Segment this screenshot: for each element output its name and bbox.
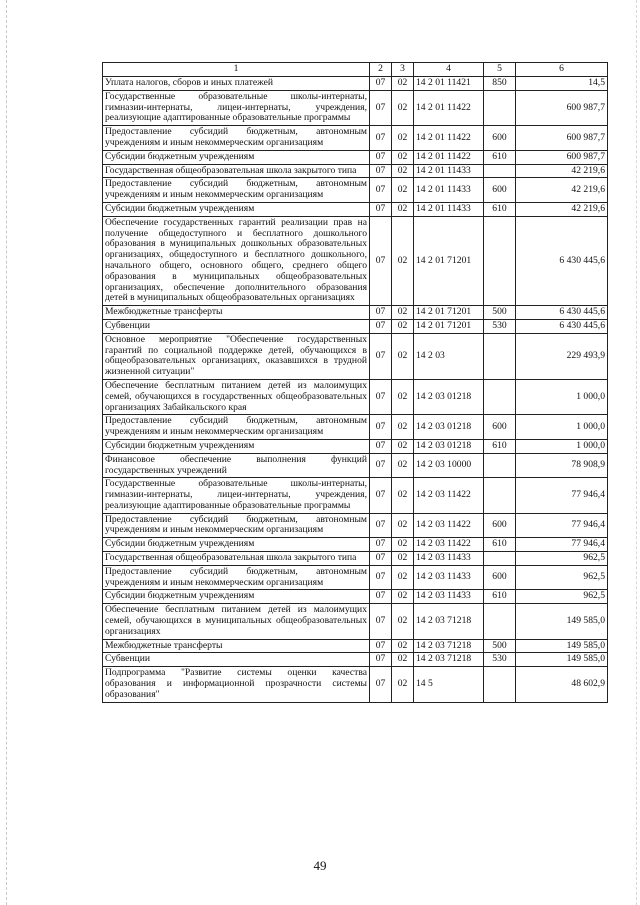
table-row — [103, 150, 608, 164]
section-code-cell: 07 — [370, 513, 392, 538]
target-article-cell: 14 2 03 71218 — [414, 604, 484, 639]
subsection-code-cell: 02 — [392, 415, 414, 440]
expense-type-cell — [484, 604, 516, 639]
expense-type-cell — [484, 667, 516, 702]
section-code-cell: 07 — [370, 150, 392, 164]
amount-cell: 149 585,0 — [516, 653, 608, 667]
expense-type-cell — [484, 90, 516, 125]
section-code-cell: 07 — [370, 164, 392, 178]
table-row — [103, 538, 608, 552]
section-code-cell: 07 — [370, 478, 392, 513]
expense-type-cell: 600 — [484, 565, 516, 590]
table-row — [103, 513, 608, 538]
row-name-cell: Субвенции — [103, 653, 370, 667]
subsection-code-cell: 02 — [392, 126, 414, 151]
section-code-cell: 07 — [370, 333, 392, 379]
amount-cell: 1 000,0 — [516, 379, 608, 414]
row-name-cell: Финансовое обеспечение выполнения функций государственных учреждений — [103, 453, 370, 478]
expense-type-cell — [484, 216, 516, 305]
table-row — [103, 306, 608, 320]
table-row — [103, 90, 608, 125]
section-code-cell: 07 — [370, 453, 392, 478]
target-article-cell: 14 2 03 11422 — [414, 478, 484, 513]
subsection-code-cell: 02 — [392, 333, 414, 379]
subsection-code-cell: 02 — [392, 538, 414, 552]
amount-cell: 1 000,0 — [516, 415, 608, 440]
header-cell: 1 — [103, 63, 370, 77]
scan-edge-left — [6, 0, 7, 905]
row-name-cell: Обеспечение государственных гарантий реализации прав на получение общедоступного и бесплатного дошкольного образования в муниципальных дошкольных образовательных организациях, общедоступного и бесплатного дошкольного, начального общего, основного общего, среднего общего образования в муниципальных общеобразовательных организациях, обеспечение дополнительного образования детей в муниципальных общеобразовательных организациях — [103, 216, 370, 305]
subsection-code-cell: 02 — [392, 513, 414, 538]
target-article-cell: 14 2 01 71201 — [414, 216, 484, 305]
expense-type-cell: 500 — [484, 639, 516, 653]
row-name-cell: Обеспечение бесплатным питанием детей из малоимущих семей, обучающихся в муниципальных общеобразовательных организациях — [103, 604, 370, 639]
table-row — [103, 552, 608, 566]
expense-type-cell: 530 — [484, 653, 516, 667]
table-row — [103, 415, 608, 440]
amount-cell: 600 987,7 — [516, 126, 608, 151]
amount-cell: 48 602,9 — [516, 667, 608, 702]
section-code-cell: 07 — [370, 319, 392, 333]
table-row — [103, 478, 608, 513]
section-code-cell: 07 — [370, 590, 392, 604]
subsection-code-cell: 02 — [392, 565, 414, 590]
header-cell: 2 — [370, 63, 392, 77]
amount-cell: 962,5 — [516, 590, 608, 604]
subsection-code-cell: 02 — [392, 77, 414, 91]
section-code-cell: 07 — [370, 439, 392, 453]
header-row — [103, 63, 608, 77]
row-name-cell: Субсидии бюджетным учреждениям — [103, 538, 370, 552]
section-code-cell: 07 — [370, 415, 392, 440]
row-name-cell: Уплата налогов, сборов и иных платежей — [103, 77, 370, 91]
target-article-cell: 14 2 03 11422 — [414, 513, 484, 538]
section-code-cell: 07 — [370, 653, 392, 667]
header-cell: 6 — [516, 63, 608, 77]
subsection-code-cell: 02 — [392, 164, 414, 178]
amount-cell: 77 946,4 — [516, 538, 608, 552]
amount-cell: 6 430 445,6 — [516, 319, 608, 333]
section-code-cell: 07 — [370, 126, 392, 151]
subsection-code-cell: 02 — [392, 178, 414, 203]
target-article-cell: 14 2 01 11422 — [414, 150, 484, 164]
expense-type-cell: 530 — [484, 319, 516, 333]
expense-type-cell: 610 — [484, 150, 516, 164]
expense-type-cell — [484, 552, 516, 566]
target-article-cell: 14 2 03 01218 — [414, 415, 484, 440]
header-cell: 3 — [392, 63, 414, 77]
target-article-cell: 14 2 01 11433 — [414, 202, 484, 216]
row-name-cell: Межбюджетные трансферты — [103, 306, 370, 320]
amount-cell: 42 219,6 — [516, 202, 608, 216]
subsection-code-cell: 02 — [392, 604, 414, 639]
subsection-code-cell: 02 — [392, 639, 414, 653]
row-name-cell: Субвенции — [103, 319, 370, 333]
subsection-code-cell: 02 — [392, 306, 414, 320]
subsection-code-cell: 02 — [392, 150, 414, 164]
row-name-cell: Государственная общеобразовательная школа закрытого типа — [103, 164, 370, 178]
row-name-cell: Предоставление субсидий бюджетным, автономным учреждениям и иным некоммерческим организациям — [103, 415, 370, 440]
table-row — [103, 202, 608, 216]
subsection-code-cell: 02 — [392, 590, 414, 604]
table-row — [103, 77, 608, 91]
section-code-cell: 07 — [370, 552, 392, 566]
subsection-code-cell: 02 — [392, 319, 414, 333]
header-cell: 5 — [484, 63, 516, 77]
header-cell: 4 — [414, 63, 484, 77]
section-code-cell: 07 — [370, 639, 392, 653]
subsection-code-cell: 02 — [392, 90, 414, 125]
section-code-cell: 07 — [370, 216, 392, 305]
section-code-cell: 07 — [370, 538, 392, 552]
table-row — [103, 639, 608, 653]
table-row — [103, 126, 608, 151]
amount-cell: 42 219,6 — [516, 178, 608, 203]
target-article-cell: 14 2 03 01218 — [414, 439, 484, 453]
section-code-cell: 07 — [370, 379, 392, 414]
row-name-cell: Обеспечение бесплатным питанием детей из малоимущих семей, обучающихся в государственных общеобразовательных организациях Забайкальского края — [103, 379, 370, 414]
expense-type-cell: 600 — [484, 415, 516, 440]
expense-type-cell: 610 — [484, 202, 516, 216]
row-name-cell: Государственные образовательные школы-интернаты, гимназии-интернаты, лицеи-интернаты, учреждения, реализующие адаптированные образовательные программы — [103, 478, 370, 513]
table-row — [103, 653, 608, 667]
amount-cell: 14,5 — [516, 77, 608, 91]
subsection-code-cell: 02 — [392, 478, 414, 513]
target-article-cell: 14 2 03 71218 — [414, 653, 484, 667]
expense-type-cell: 600 — [484, 513, 516, 538]
table-row — [103, 333, 608, 379]
amount-cell: 77 946,4 — [516, 478, 608, 513]
expense-type-cell: 600 — [484, 178, 516, 203]
subsection-code-cell: 02 — [392, 552, 414, 566]
row-name-cell: Субсидии бюджетным учреждениям — [103, 150, 370, 164]
expense-type-cell: 610 — [484, 439, 516, 453]
scan-edge-right — [636, 0, 637, 905]
subsection-code-cell: 02 — [392, 453, 414, 478]
section-code-cell: 07 — [370, 202, 392, 216]
table-row — [103, 565, 608, 590]
expense-type-cell — [484, 453, 516, 478]
section-code-cell: 07 — [370, 604, 392, 639]
budget-table-body — [103, 63, 608, 703]
target-article-cell: 14 2 01 71201 — [414, 319, 484, 333]
target-article-cell: 14 5 — [414, 667, 484, 702]
row-name-cell: Предоставление субсидий бюджетным, автономным учреждениям и иным некоммерческим организациям — [103, 565, 370, 590]
subsection-code-cell: 02 — [392, 439, 414, 453]
target-article-cell: 14 2 01 11422 — [414, 90, 484, 125]
subsection-code-cell: 02 — [392, 216, 414, 305]
row-name-cell: Предоставление субсидий бюджетным, автономным учреждениям и иным некоммерческим организациям — [103, 178, 370, 203]
target-article-cell: 14 2 01 11433 — [414, 164, 484, 178]
amount-cell: 77 946,4 — [516, 513, 608, 538]
subsection-code-cell: 02 — [392, 202, 414, 216]
row-name-cell: Государственные образовательные школы-интернаты, гимназии-интернаты, лицеи-интернаты, учреждения, реализующие адаптированные образовательные программы — [103, 90, 370, 125]
target-article-cell: 14 2 01 11422 — [414, 126, 484, 151]
subsection-code-cell: 02 — [392, 667, 414, 702]
target-article-cell: 14 2 01 11433 — [414, 178, 484, 203]
section-code-cell: 07 — [370, 565, 392, 590]
table-row — [103, 590, 608, 604]
target-article-cell: 14 2 03 11422 — [414, 538, 484, 552]
section-code-cell: 07 — [370, 90, 392, 125]
expense-type-cell — [484, 333, 516, 379]
row-name-cell: Предоставление субсидий бюджетным, автономным учреждениям и иным некоммерческим организациям — [103, 126, 370, 151]
target-article-cell: 14 2 01 71201 — [414, 306, 484, 320]
table-row — [103, 164, 608, 178]
table-row — [103, 667, 608, 702]
expense-type-cell: 850 — [484, 77, 516, 91]
section-code-cell: 07 — [370, 77, 392, 91]
expense-type-cell: 610 — [484, 590, 516, 604]
target-article-cell: 14 2 03 11433 — [414, 590, 484, 604]
row-name-cell: Предоставление субсидий бюджетным, автономным учреждениям и иным некоммерческим организациям — [103, 513, 370, 538]
row-name-cell: Межбюджетные трансферты — [103, 639, 370, 653]
row-name-cell: Подпрограмма "Развитие системы оценки качества образования и информационной прозрачности системы образования" — [103, 667, 370, 702]
table-row — [103, 379, 608, 414]
expense-type-cell — [484, 164, 516, 178]
expense-type-cell: 600 — [484, 126, 516, 151]
amount-cell: 962,5 — [516, 552, 608, 566]
target-article-cell: 14 2 01 11421 — [414, 77, 484, 91]
target-article-cell: 14 2 03 71218 — [414, 639, 484, 653]
amount-cell: 600 987,7 — [516, 90, 608, 125]
amount-cell: 962,5 — [516, 565, 608, 590]
target-article-cell: 14 2 03 — [414, 333, 484, 379]
table-row — [103, 319, 608, 333]
expense-type-cell: 500 — [484, 306, 516, 320]
section-code-cell: 07 — [370, 306, 392, 320]
table-row — [103, 453, 608, 478]
amount-cell: 600 987,7 — [516, 150, 608, 164]
subsection-code-cell: 02 — [392, 653, 414, 667]
amount-cell: 6 430 445,6 — [516, 306, 608, 320]
amount-cell: 1 000,0 — [516, 439, 608, 453]
amount-cell: 149 585,0 — [516, 604, 608, 639]
table-row — [103, 439, 608, 453]
section-code-cell: 07 — [370, 178, 392, 203]
amount-cell: 149 585,0 — [516, 639, 608, 653]
subsection-code-cell: 02 — [392, 379, 414, 414]
table-row — [103, 178, 608, 203]
amount-cell: 6 430 445,6 — [516, 216, 608, 305]
amount-cell: 229 493,9 — [516, 333, 608, 379]
target-article-cell: 14 2 03 11433 — [414, 565, 484, 590]
row-name-cell: Субсидии бюджетным учреждениям — [103, 439, 370, 453]
row-name-cell: Субсидии бюджетным учреждениям — [103, 202, 370, 216]
row-name-cell: Субсидии бюджетным учреждениям — [103, 590, 370, 604]
amount-cell: 78 908,9 — [516, 453, 608, 478]
table-row — [103, 216, 608, 305]
expense-type-cell: 610 — [484, 538, 516, 552]
table-row — [103, 604, 608, 639]
expense-type-cell — [484, 478, 516, 513]
target-article-cell: 14 2 03 10000 — [414, 453, 484, 478]
budget-table — [102, 62, 608, 703]
target-article-cell: 14 2 03 01218 — [414, 379, 484, 414]
expense-type-cell — [484, 379, 516, 414]
page-number: 49 — [313, 858, 327, 873]
section-code-cell: 07 — [370, 667, 392, 702]
amount-cell: 42 219,6 — [516, 164, 608, 178]
target-article-cell: 14 2 03 11433 — [414, 552, 484, 566]
row-name-cell: Основное мероприятие "Обеспечение государственных гарантий по социальной поддержке детей, обучающихся в общеобразовательных организациях, оказавшихся в трудной жизненной ситуации" — [103, 333, 370, 379]
row-name-cell: Государственная общеобразовательная школа закрытого типа — [103, 552, 370, 566]
